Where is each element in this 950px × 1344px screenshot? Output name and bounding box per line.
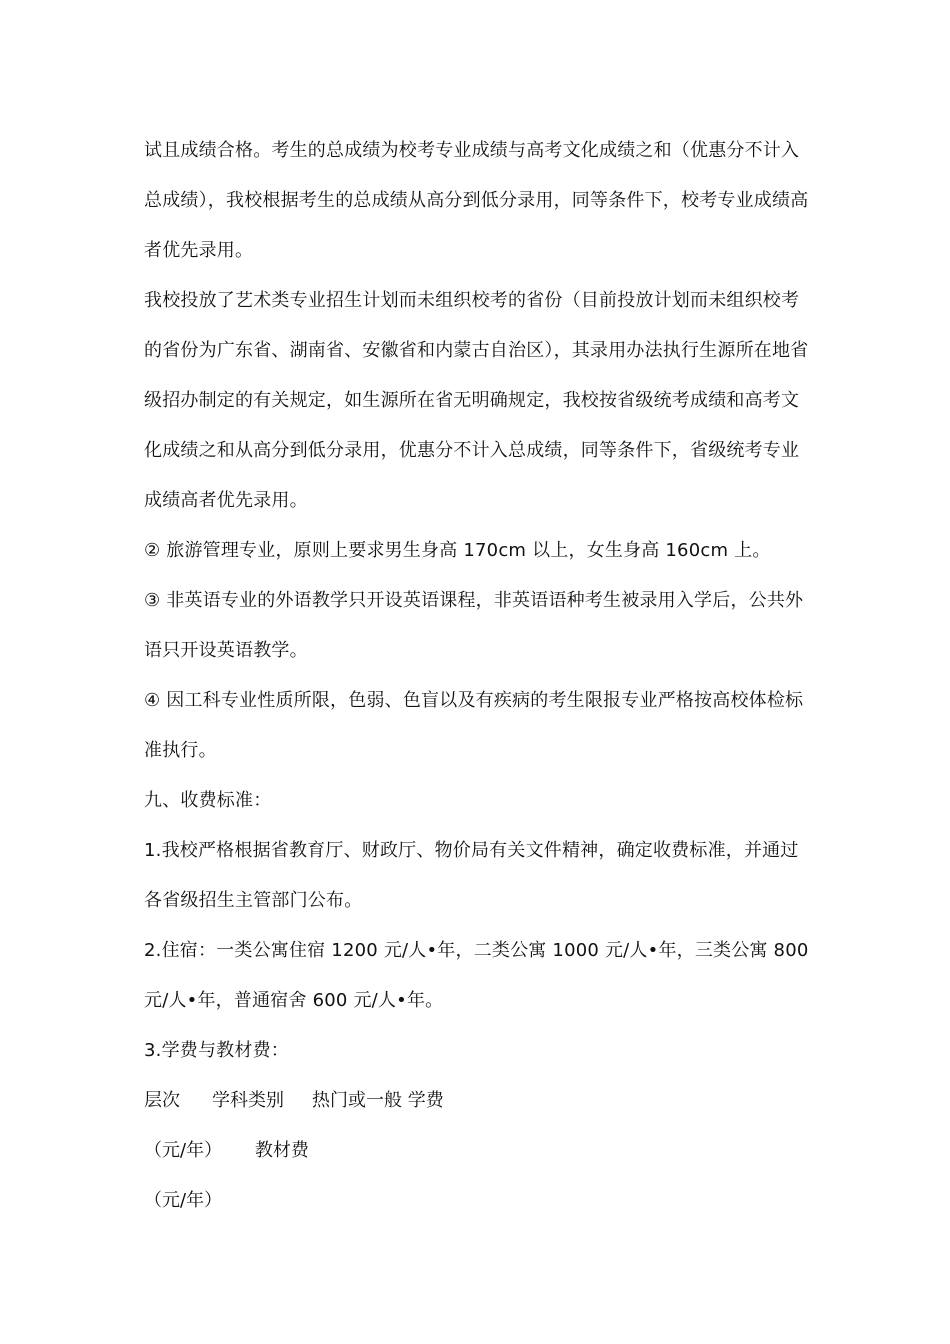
paragraph-engineering-health: ④ 因工科专业性质所限，色弱、色盲以及有疾病的考生限报专业严格按高校体检标准执行。: [144, 690, 804, 761]
fee-table-header-row-2: [144, 1126, 810, 1176]
fee-table-header-row-3: [144, 1176, 810, 1226]
paragraph-tuition-heading: 3.学费与教材费：: [144, 1040, 289, 1061]
paragraph-art-provinces: 我校投放了艺术类专业招生计划而未组织校考的省份（目前投放计划而未组织校考的省份为广东省、湖南省、安徽省和内蒙古自治区），其录用办法执行生源所在地省级招办制定的有关规定，如生源所在省无明确规定，我校按省级统考成绩和高考文化成绩之和从高分到低分录用，优惠分不计入总成绩，同等条件下，省级统考专业成绩高者优先录用。: [144, 290, 809, 511]
paragraph-fee-standard: 1.我校严格根据省教育厅、财政厅、物价局有关文件精神，确定收费标准，并通过各省级招生主管部门公布。: [144, 840, 799, 911]
header-tuition: 学费: [407, 1090, 444, 1111]
header-textbook-unit: （元/年）: [144, 1190, 223, 1211]
header-textbook-fee: 教材费: [254, 1140, 309, 1161]
header-tuition-unit: （元/年）: [144, 1140, 223, 1161]
header-popular-or-general: 热门或一般: [312, 1090, 402, 1111]
fee-table: [144, 1076, 810, 1226]
paragraph-tourism-height: ② 旅游管理专业，原则上要求男生身高 170cm 以上，女生身高 160cm 上。: [144, 540, 771, 561]
paragraph-accommodation: 2.住宿：一类公寓住宿 1200 元/人•年，二类公寓 1000 元/人•年，三类公寓 800 元/人•年，普通宿舍 600 元/人•年。: [144, 940, 809, 1011]
header-subject-category: 学科类别: [212, 1090, 284, 1111]
document-page: [144, 126, 810, 1226]
section-heading-fees: 九、收费标准：: [144, 790, 272, 811]
paragraph-foreign-language: ③ 非英语专业的外语教学只开设英语课程，非英语语种考生被录用入学后，公共外语只开设英语教学。: [144, 590, 804, 661]
fee-table-header-row: [144, 1076, 810, 1126]
header-level: 层次: [144, 1090, 180, 1111]
paragraph-admission-total-score: 试且成绩合格。考生的总成绩为校考专业成绩与高考文化成绩之和（优惠分不计入总成绩），我校根据考生的总成绩从高分到低分录用，同等条件下，校考专业成绩高者优先录用。: [144, 140, 809, 261]
